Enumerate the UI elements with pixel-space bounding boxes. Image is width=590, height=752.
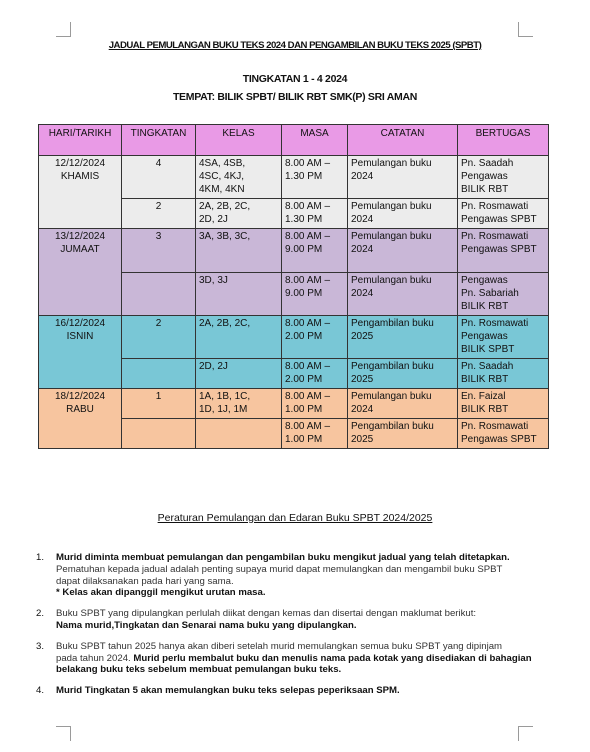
rule-line: * Kelas akan dipanggil mengikut urutan masa. <box>56 587 266 599</box>
kelas-line: 2D, 2J <box>199 214 228 225</box>
bertugas-line: Pengawas SPBT <box>461 434 537 445</box>
catatan-line: Pengambilan buku <box>351 421 434 432</box>
kelas-cell <box>196 359 282 389</box>
catatan-line: 2025 <box>351 434 374 445</box>
rule-line: Pematuhan kepada jadual adalah penting supaya murid dapat memulangkan dan mengambil buku SPBT <box>56 563 503 575</box>
kelas-line: 1A, 1B, 1C, <box>199 391 251 402</box>
rule-line: belakang buku teks sebelum membuat pemulangan buku teks. <box>56 664 342 676</box>
bertugas-line: Pn. Saadah <box>461 158 514 169</box>
bertugas-line: Pengawas <box>461 275 508 286</box>
kelas-cell <box>196 199 282 229</box>
document-subtitle-level: TINGKATAN 1 - 4 2024 <box>242 73 348 85</box>
catatan-cell <box>348 389 458 419</box>
masa-line: 1.00 PM <box>285 404 323 415</box>
rule-number: 2. <box>36 608 45 620</box>
column-header: CATATAN <box>348 125 458 156</box>
column-header: TINGKATAN <box>122 125 196 156</box>
catatan-cell <box>348 273 458 316</box>
rule-line: Nama murid,Tingkatan dan Senarai nama buku yang dipulangkan. <box>56 619 357 631</box>
masa-line: 9.00 PM <box>285 244 323 255</box>
date-cell <box>39 229 122 316</box>
kelas-cell <box>196 316 282 359</box>
catatan-line: 2024 <box>351 244 374 255</box>
bertugas-line: Pn. Rosmawati <box>461 318 529 329</box>
masa-line: 1.30 PM <box>285 214 323 225</box>
kelas-cell <box>196 229 282 273</box>
date-text: 18/12/2024 <box>54 391 106 402</box>
bertugas-line: BILIK RBT <box>461 404 509 415</box>
bertugas-line: BILIK RBT <box>461 301 509 312</box>
date-text: 12/12/2024 <box>54 158 106 169</box>
date-text: 13/12/2024 <box>54 231 106 242</box>
bertugas-cell <box>458 389 549 419</box>
crop-mark-bottom-right <box>518 726 533 741</box>
kelas-line: 2A, 2B, 2C, <box>199 201 251 212</box>
catatan-cell <box>348 229 458 273</box>
catatan-line: 2024 <box>351 171 374 182</box>
tingkatan-cell: 3 <box>122 229 196 273</box>
kelas-line: 3A, 3B, 3C, <box>199 231 251 242</box>
rule-item <box>36 552 560 599</box>
rule-line: Buku SPBT tahun 2025 hanya akan diberi setelah murid memulangkan semua buku SPBT yang dipinjam <box>56 640 503 652</box>
kelas-cell <box>196 156 282 199</box>
schedule-table-body <box>39 156 549 449</box>
rule-line <box>56 653 560 665</box>
kelas-cell <box>196 273 282 316</box>
kelas-line: 1D, 1J, 1M <box>199 404 248 415</box>
rule-segment: Murid perlu membalut buku dan menulis nama pada kotak yang disediakan di bahagian <box>133 652 532 664</box>
rule-segment: pada tahun 2024. <box>56 652 134 664</box>
masa-cell <box>282 273 348 316</box>
masa-cell <box>282 229 348 273</box>
bertugas-line: Pn. Rosmawati <box>461 201 529 212</box>
kelas-line: 4SC, 4KJ, <box>199 171 245 182</box>
bertugas-line: Pn. Rosmawati <box>461 231 529 242</box>
masa-cell <box>282 359 348 389</box>
schedule-table <box>38 124 549 449</box>
crop-mark-top-right <box>518 22 533 37</box>
bertugas-cell <box>458 199 549 229</box>
catatan-line: Pemulangan buku <box>351 158 432 169</box>
column-header: HARI/TARIKH <box>39 125 122 156</box>
bertugas-cell <box>458 316 549 359</box>
rule-item <box>36 685 560 697</box>
masa-line: 2.00 PM <box>285 331 323 342</box>
crop-mark-bottom-left <box>56 726 71 741</box>
masa-cell <box>282 389 348 419</box>
rules-title: Peraturan Pemulangan dan Edaran Buku SPBT 2024/2025 <box>157 512 433 524</box>
rule-line: Buku SPBT yang dipulangkan perlulah diikat dengan kemas dan disertai dengan maklumat berikut: <box>56 608 477 620</box>
tingkatan-cell <box>122 273 196 316</box>
kelas-cell <box>196 419 282 449</box>
bertugas-line: Pengawas <box>461 171 508 182</box>
masa-line: 8.00 AM – <box>285 201 331 212</box>
kelas-line: 4SA, 4SB, <box>199 158 246 169</box>
masa-line: 9.00 PM <box>285 288 323 299</box>
tingkatan-cell: 2 <box>122 199 196 229</box>
catatan-line: Pengambilan buku <box>351 361 434 372</box>
day-text: KHAMIS <box>60 171 100 182</box>
catatan-line: Pemulangan buku <box>351 391 432 402</box>
bertugas-cell <box>458 359 549 389</box>
day-text: JUMAAT <box>60 244 100 255</box>
rule-item <box>36 608 560 632</box>
bertugas-cell <box>458 156 549 199</box>
date-text: 16/12/2024 <box>54 318 106 329</box>
masa-line: 8.00 AM – <box>285 231 331 242</box>
masa-line: 1.30 PM <box>285 171 323 182</box>
column-header: KELAS <box>196 125 282 156</box>
rule-item <box>36 641 560 676</box>
date-cell <box>39 389 122 449</box>
catatan-line: 2025 <box>351 374 374 385</box>
column-header: BERTUGAS <box>458 125 549 156</box>
bertugas-cell <box>458 229 549 273</box>
bertugas-line: BILIK RBT <box>461 374 509 385</box>
kelas-line: 2D, 2J <box>199 361 228 372</box>
masa-line: 8.00 AM – <box>285 361 331 372</box>
catatan-line: Pemulangan buku <box>351 275 432 286</box>
masa-line: 8.00 AM – <box>285 318 331 329</box>
tingkatan-cell: 1 <box>122 389 196 419</box>
rule-number: 4. <box>36 685 45 697</box>
catatan-line: Pemulangan buku <box>351 231 432 242</box>
day-text: ISNIN <box>66 331 94 342</box>
bertugas-line: BILIK SPBT <box>461 344 515 355</box>
kelas-cell <box>196 389 282 419</box>
masa-line: 1.00 PM <box>285 434 323 445</box>
bertugas-line: Pengawas <box>461 331 508 342</box>
catatan-line: Pengambilan buku <box>351 318 434 329</box>
rules-list <box>36 552 560 706</box>
catatan-cell <box>348 359 458 389</box>
schedule-table-header <box>39 125 549 156</box>
bertugas-line: Pn. Rosmawati <box>461 421 529 432</box>
column-header: MASA <box>282 125 348 156</box>
bertugas-line: Pengawas SPBT <box>461 244 537 255</box>
masa-line: 8.00 AM – <box>285 391 331 402</box>
tingkatan-cell <box>122 419 196 449</box>
catatan-line: 2024 <box>351 214 374 225</box>
bertugas-line: Pn. Saadah <box>461 361 514 372</box>
bertugas-line: Pn. Sabariah <box>461 288 519 299</box>
catatan-cell <box>348 419 458 449</box>
kelas-line: 4KM, 4KN <box>199 184 245 195</box>
kelas-line: 3D, 3J <box>199 275 228 286</box>
tingkatan-cell: 2 <box>122 316 196 359</box>
day-text: RABU <box>66 404 94 415</box>
catatan-cell <box>348 156 458 199</box>
rule-line: Murid Tingkatan 5 akan memulangkan buku teks selepas peperiksaan SPM. <box>56 685 400 697</box>
table-row <box>39 229 549 273</box>
masa-cell <box>282 199 348 229</box>
table-row <box>39 389 549 419</box>
masa-line: 8.00 AM – <box>285 158 331 169</box>
bertugas-cell <box>458 419 549 449</box>
catatan-line: 2024 <box>351 404 374 415</box>
rule-line: dapat dilaksanakan pada hari yang sama. <box>56 575 234 587</box>
masa-cell <box>282 156 348 199</box>
tingkatan-cell <box>122 359 196 389</box>
kelas-line: 2A, 2B, 2C, <box>199 318 251 329</box>
masa-cell <box>282 419 348 449</box>
table-row <box>39 156 549 199</box>
crop-mark-top-left <box>56 22 71 37</box>
document-title: JADUAL PEMULANGAN BUKU TEKS 2024 DAN PENGAMBILAN BUKU TEKS 2025 (SPBT) <box>108 40 482 51</box>
catatan-cell <box>348 199 458 229</box>
catatan-line: Pemulangan buku <box>351 201 432 212</box>
masa-cell <box>282 316 348 359</box>
rule-line: Murid diminta membuat pemulangan dan pengambilan buku mengikut jadual yang telah ditetapkan. <box>56 552 510 563</box>
catatan-line: 2024 <box>351 288 374 299</box>
rule-number: 1. <box>36 552 45 563</box>
table-row <box>39 316 549 359</box>
bertugas-line: Pengawas SPBT <box>461 214 537 225</box>
masa-line: 2.00 PM <box>285 374 323 385</box>
catatan-line: 2025 <box>351 331 374 342</box>
masa-line: 8.00 AM – <box>285 275 331 286</box>
tingkatan-cell: 4 <box>122 156 196 199</box>
rule-number: 3. <box>36 640 45 652</box>
catatan-cell <box>348 316 458 359</box>
date-cell <box>39 316 122 389</box>
date-cell <box>39 156 122 229</box>
bertugas-line: En. Faizal <box>461 391 506 402</box>
document-subtitle-venue: TEMPAT: BILIK SPBT/ BILIK RBT SMK(P) SRI AMAN <box>172 91 418 103</box>
bertugas-line: BILIK RBT <box>461 184 509 195</box>
bertugas-cell <box>458 273 549 316</box>
masa-line: 8.00 AM – <box>285 421 331 432</box>
